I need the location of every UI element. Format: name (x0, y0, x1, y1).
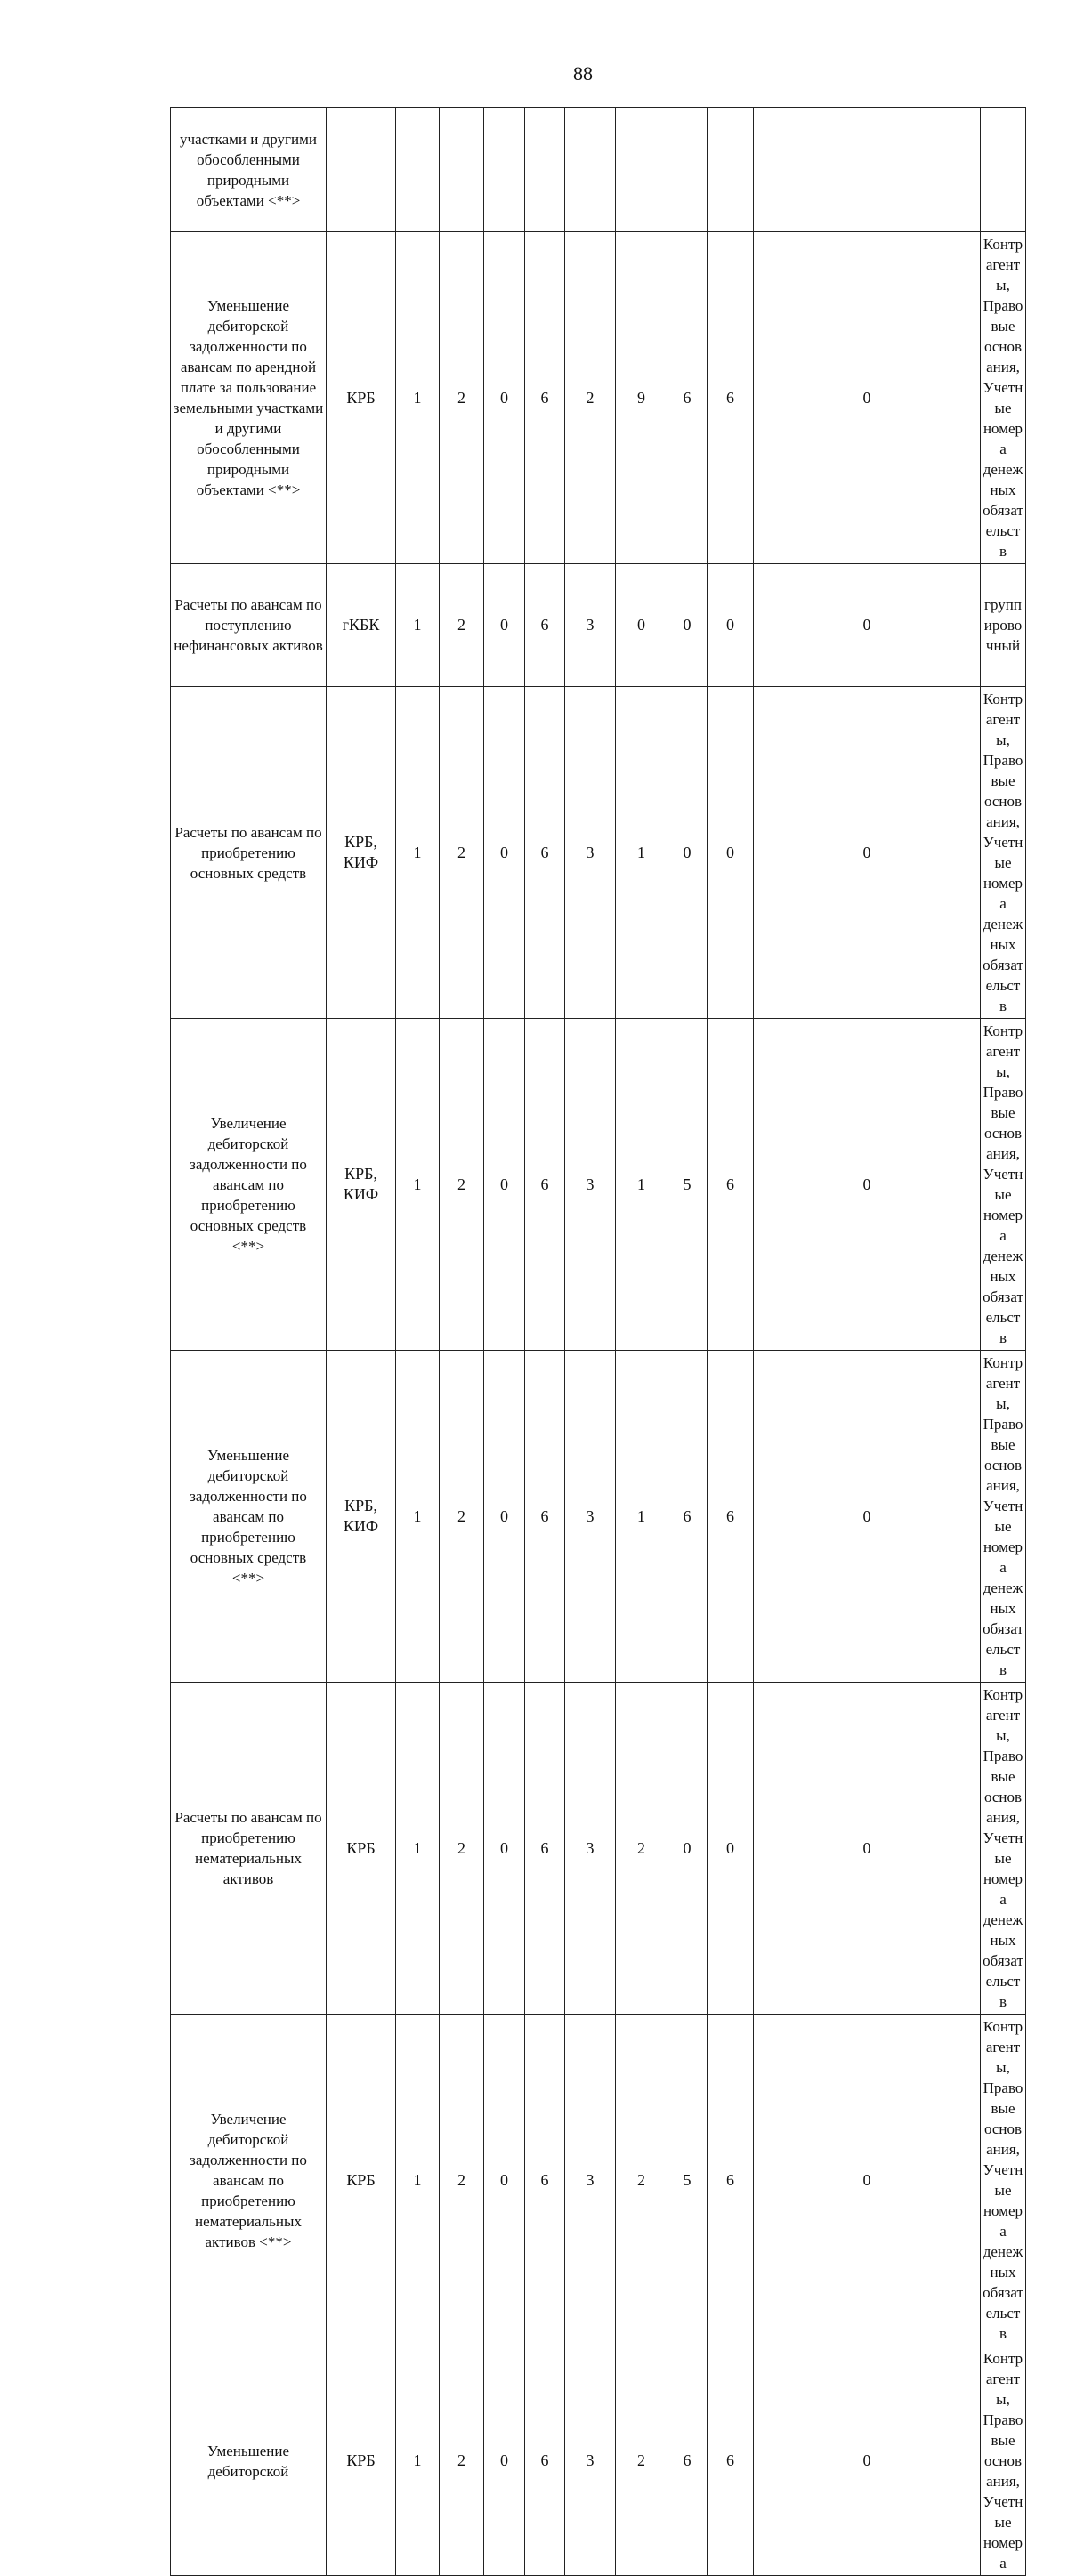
account-digit-cell: 0 (708, 564, 754, 687)
account-digit-cell: 2 (440, 687, 484, 1019)
code-type-cell: КРБ, КИФ (327, 1351, 396, 1683)
analytics-note-cell: Контрагенты, Правовые основания, Учетные номера денежных обязательств (981, 687, 1026, 1019)
account-name-cell: Расчеты по авансам по приобретению нематериальных активов (171, 1683, 327, 2015)
analytics-note-cell: Контрагенты, Правовые основания, Учетные номера денежных обязательств (981, 1351, 1026, 1683)
account-digit-cell (525, 108, 565, 232)
code-type-cell: КРБ (327, 2015, 396, 2346)
account-digit-cell (396, 108, 440, 232)
account-digit-cell: 0 (754, 1683, 981, 2015)
account-digit-cell: 0 (668, 687, 708, 1019)
account-digit-cell: 0 (484, 564, 525, 687)
account-digit-cell: 2 (440, 1351, 484, 1683)
accounts-table (170, 107, 1026, 2576)
account-name-cell: Расчеты по авансам по приобретению основных средств (171, 687, 327, 1019)
account-digit-cell: 0 (484, 687, 525, 1019)
account-digit-cell: 1 (616, 1019, 668, 1351)
account-digit-cell: 1 (396, 2015, 440, 2346)
account-digit-cell (708, 108, 754, 232)
account-digit-cell: 1 (396, 687, 440, 1019)
analytics-note-cell: группировочный (981, 564, 1026, 687)
account-digit-cell: 2 (440, 564, 484, 687)
account-digit-cell: 1 (396, 564, 440, 687)
account-digit-cell: 6 (708, 1019, 754, 1351)
account-digit-cell (484, 108, 525, 232)
account-digit-cell: 3 (565, 687, 616, 1019)
table-row (171, 2015, 1026, 2346)
account-digit-cell: 0 (754, 1351, 981, 1683)
account-digit-cell: 3 (565, 1351, 616, 1683)
account-digit-cell: 0 (754, 687, 981, 1019)
account-digit-cell: 0 (754, 232, 981, 564)
account-digit-cell: 6 (525, 2346, 565, 2576)
account-digit-cell: 6 (525, 564, 565, 687)
account-digit-cell: 2 (440, 2015, 484, 2346)
account-digit-cell: 6 (668, 2346, 708, 2576)
analytics-note-cell: Контрагенты, Правовые основания, Учетные номера денежных обязательств (981, 1683, 1026, 2015)
account-digit-cell: 6 (525, 1019, 565, 1351)
table-row (171, 1683, 1026, 2015)
account-digit-cell: 3 (565, 2346, 616, 2576)
account-digit-cell: 1 (396, 1351, 440, 1683)
code-type-cell: КРБ, КИФ (327, 1019, 396, 1351)
account-digit-cell: 0 (484, 2015, 525, 2346)
account-digit-cell: 6 (525, 1351, 565, 1683)
account-digit-cell: 0 (484, 1683, 525, 2015)
account-name-cell: Уменьшение дебиторской (171, 2346, 327, 2576)
account-digit-cell: 2 (616, 2346, 668, 2576)
account-digit-cell: 1 (396, 1683, 440, 2015)
account-digit-cell: 6 (525, 1683, 565, 2015)
code-type-cell: гКБК (327, 564, 396, 687)
analytics-note-cell: Контрагенты, Правовые основания, Учетные номера денежных обязательств (981, 232, 1026, 564)
account-digit-cell: 0 (668, 1683, 708, 2015)
account-digit-cell: 2 (440, 1019, 484, 1351)
account-digit-cell: 2 (440, 1683, 484, 2015)
account-digit-cell: 2 (440, 2346, 484, 2576)
account-name-cell: Уменьшение дебиторской задолженности по авансам по приобретению основных средств <**> (171, 1351, 327, 1683)
account-digit-cell: 5 (668, 1019, 708, 1351)
account-digit-cell: 3 (565, 1683, 616, 2015)
account-name-cell: участками и другими обособленными природными объектами <**> (171, 108, 327, 232)
account-name-cell: Уменьшение дебиторской задолженности по авансам по арендной плате за пользование земельными участками и другими обособленными природными объектами <**> (171, 232, 327, 564)
table-row (171, 108, 1026, 232)
account-digit-cell: 1 (396, 1019, 440, 1351)
account-name-cell: Увеличение дебиторской задолженности по авансам по приобретению основных средств <**> (171, 1019, 327, 1351)
account-digit-cell: 0 (668, 564, 708, 687)
account-digit-cell (440, 108, 484, 232)
account-digit-cell: 0 (484, 1351, 525, 1683)
account-digit-cell: 0 (754, 2346, 981, 2576)
account-digit-cell: 6 (708, 2015, 754, 2346)
account-digit-cell: 2 (440, 232, 484, 564)
code-type-cell: КРБ (327, 2346, 396, 2576)
account-digit-cell: 1 (616, 1351, 668, 1683)
page-number: 88 (573, 62, 593, 85)
account-digit-cell: 3 (565, 2015, 616, 2346)
account-digit-cell: 1 (616, 687, 668, 1019)
table-row (171, 1351, 1026, 1683)
table-row (171, 687, 1026, 1019)
account-digit-cell: 0 (754, 2015, 981, 2346)
account-digit-cell: 0 (616, 564, 668, 687)
account-digit-cell: 6 (708, 232, 754, 564)
analytics-note-cell (981, 108, 1026, 232)
table-row (171, 232, 1026, 564)
analytics-note-cell: Контрагенты, Правовые основания, Учетные номера денежных обязательств (981, 1019, 1026, 1351)
account-name-cell: Расчеты по авансам по поступлению нефинансовых активов (171, 564, 327, 687)
account-digit-cell: 0 (754, 564, 981, 687)
account-digit-cell: 1 (396, 232, 440, 564)
account-name-cell: Увеличение дебиторской задолженности по авансам по приобретению нематериальных активов <**> (171, 2015, 327, 2346)
account-digit-cell: 1 (396, 2346, 440, 2576)
code-type-cell: КРБ (327, 1683, 396, 2015)
account-digit-cell: 0 (484, 1019, 525, 1351)
account-digit-cell: 0 (708, 687, 754, 1019)
code-type-cell: КРБ (327, 232, 396, 564)
account-digit-cell: 6 (525, 2015, 565, 2346)
table-row (171, 564, 1026, 687)
account-digit-cell (616, 108, 668, 232)
account-digit-cell: 0 (484, 232, 525, 564)
account-digit-cell: 3 (565, 1019, 616, 1351)
account-digit-cell: 9 (616, 232, 668, 564)
table-row (171, 2346, 1026, 2576)
analytics-note-cell: Контрагенты, Правовые основания, Учетные номера денежных обязательств (981, 2015, 1026, 2346)
account-digit-cell: 6 (668, 232, 708, 564)
account-digit-cell: 6 (525, 687, 565, 1019)
account-digit-cell: 0 (708, 1683, 754, 2015)
code-type-cell (327, 108, 396, 232)
account-digit-cell: 6 (708, 1351, 754, 1683)
analytics-note-cell: Контрагенты, Правовые основания, Учетные номера (981, 2346, 1026, 2576)
account-digit-cell: 6 (668, 1351, 708, 1683)
account-digit-cell: 2 (616, 1683, 668, 2015)
account-digit-cell: 5 (668, 2015, 708, 2346)
account-digit-cell: 2 (565, 232, 616, 564)
table-row (171, 1019, 1026, 1351)
account-digit-cell: 6 (708, 2346, 754, 2576)
account-digit-cell (668, 108, 708, 232)
code-type-cell: КРБ, КИФ (327, 687, 396, 1019)
accounts-table-body (171, 108, 1026, 2576)
account-digit-cell: 2 (616, 2015, 668, 2346)
account-digit-cell: 6 (525, 232, 565, 564)
account-digit-cell: 3 (565, 564, 616, 687)
account-digit-cell (754, 108, 981, 232)
account-digit-cell (565, 108, 616, 232)
account-digit-cell: 0 (754, 1019, 981, 1351)
account-digit-cell: 0 (484, 2346, 525, 2576)
